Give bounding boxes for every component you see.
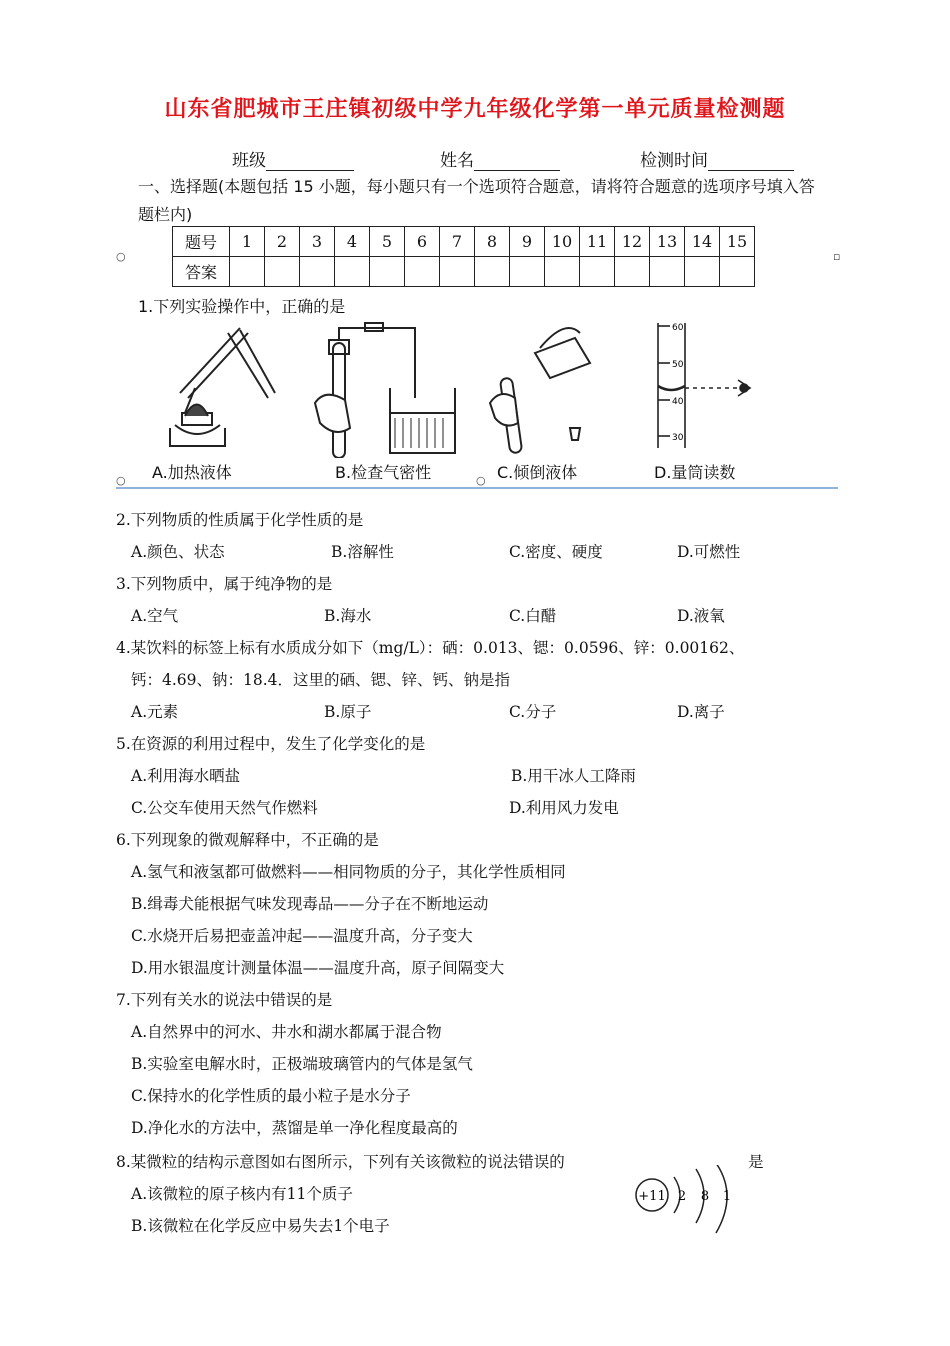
table-cell: 8 [475,227,510,257]
q8-option-a[interactable]: A.该微粒的原子核内有11个质子 [131,1185,353,1203]
margin-dot: ○ [116,474,126,487]
margin-dot: ○ [476,474,486,487]
cylinder-tick-label: 30 [672,433,684,443]
table-cell: 7 [440,227,475,257]
table-cell: 9 [510,227,545,257]
caption-c: C.倾倒液体 [497,463,578,482]
atom-structure-diagram [630,1165,750,1245]
airtightness-figure [295,318,475,458]
answer-cell[interactable] [370,257,405,287]
pouring-liquid-figure [480,318,600,458]
table-cell: 2 [265,227,300,257]
answer-cell[interactable] [685,257,720,287]
q4-option-d[interactable]: D.离子 [677,703,725,721]
table-cell: 1 [230,227,265,257]
q6-option-a[interactable]: A.氢气和液氢都可做燃料——相同物质的分子，其化学性质相同 [131,863,566,881]
class-label: 班级 [232,151,266,171]
caption-d: D.量筒读数 [654,463,736,482]
q2-stem: 2.下列物质的性质属于化学性质的是 [116,511,364,529]
q5-option-d[interactable]: D.利用风力发电 [509,799,619,817]
answer-table [172,226,755,287]
nucleus-charge: +11 [638,1189,666,1204]
heating-liquid-figure [140,318,280,458]
q2-option-c[interactable]: C.密度、硬度 [509,543,603,561]
cylinder-tick-label: 40 [672,397,684,407]
q5-option-a[interactable]: A.利用海水晒盐 [131,767,241,785]
answer-cell[interactable] [405,257,440,287]
q5-stem: 5.在资源的利用过程中，发生了化学变化的是 [116,735,426,753]
q2-option-a[interactable]: A.颜色、状态 [131,543,225,561]
q6-stem: 6.下列现象的微观解释中，不正确的是 [116,831,379,849]
shell-electrons: 2 [677,1189,687,1204]
q8-stem: 8.某微粒的结构示意图如右图所示，下列有关该微粒的说法错误的 [116,1153,565,1171]
name-blank[interactable] [474,152,560,171]
shell-electrons: 1 [722,1189,732,1204]
q5-option-b[interactable]: B.用干冰人工降雨 [511,767,636,785]
answer-cell[interactable] [615,257,650,287]
cylinder-tick-label: 60 [672,323,684,333]
q1-stem: 1.下列实验操作中，正确的是 [138,297,346,316]
table-cell: 11 [580,227,615,257]
name-field [440,146,560,171]
table-row [173,257,755,287]
row-label-answer: 答案 [173,257,230,287]
q3-option-c[interactable]: C.白醋 [509,607,557,625]
row-label-number: 题号 [173,227,230,257]
q8-stem-end: 是 [748,1153,764,1171]
q3-option-d[interactable]: D.液氧 [677,607,725,625]
table-cell: 6 [405,227,440,257]
answer-cell[interactable] [545,257,580,287]
q4-stem-line1: 4.某饮料的标签上标有水质成分如下（mg/L）：硒：0.013、锶：0.0596、锌：0.00162、 [116,639,745,657]
answer-cell[interactable] [335,257,370,287]
class-field [232,146,354,171]
divider [116,487,838,489]
q6-option-d[interactable]: D.用水银温度计测量体温——温度升高，原子间隔变大 [131,959,505,977]
class-blank[interactable] [266,152,354,171]
table-cell: 5 [370,227,405,257]
answer-cell[interactable] [720,257,755,287]
answer-cell[interactable] [510,257,545,287]
table-cell: 15 [720,227,755,257]
answer-cell[interactable] [580,257,615,287]
answer-cell[interactable] [265,257,300,287]
q3-stem: 3.下列物质中，属于纯净物的是 [116,575,333,593]
answer-cell[interactable] [300,257,335,287]
answer-cell[interactable] [440,257,475,287]
margin-dot: ○ [116,250,126,263]
caption-b: B.检查气密性 [335,463,432,482]
answer-cell[interactable] [230,257,265,287]
cylinder-reading-figure [640,318,780,458]
cylinder-tick-label: 50 [672,360,684,370]
q4-option-a[interactable]: A.元素 [131,703,179,721]
table-cell: 3 [300,227,335,257]
q7-option-b[interactable]: B.实验室电解水时，正极端玻璃管内的气体是氢气 [131,1055,473,1073]
table-cell: 12 [615,227,650,257]
q2-option-b[interactable]: B.溶解性 [331,543,394,561]
answer-cell[interactable] [650,257,685,287]
q7-option-c[interactable]: C.保持水的化学性质的最小粒子是水分子 [131,1087,411,1105]
name-label: 姓名 [440,151,474,171]
shell-electrons: 8 [700,1189,710,1204]
q3-option-b[interactable]: B.海水 [324,607,372,625]
q4-option-c[interactable]: C.分子 [509,703,557,721]
page-title: 山东省肥城市王庄镇初级中学九年级化学第一单元质量检测题 [164,97,786,122]
section-1-instructions: 一、选择题(本题包括 15 小题，每小题只有一个选项符合题意，请将符合题意的选项序号填入答题栏内) [138,177,815,224]
table-cell: 4 [335,227,370,257]
q4-stem-line2: 钙：4.69、钠：18.4．这里的硒、锶、锌、钙、钠是指 [131,671,511,689]
time-field [640,146,794,171]
time-label: 检测时间 [640,151,708,171]
q7-option-d[interactable]: D.净化水的方法中，蒸馏是单一净化程度最高的 [131,1119,458,1137]
q2-option-d[interactable]: D.可燃性 [677,543,741,561]
table-row [173,227,755,257]
table-cell: 14 [685,227,720,257]
q6-option-c[interactable]: C.水烧开后易把壶盖冲起——温度升高，分子变大 [131,927,473,945]
answer-cell[interactable] [475,257,510,287]
table-cell: 10 [545,227,580,257]
q7-option-a[interactable]: A.自然界中的河水、井水和湖水都属于混合物 [131,1023,442,1041]
caption-a: A.加热液体 [152,463,232,482]
q4-option-b[interactable]: B.原子 [324,703,372,721]
time-blank[interactable] [708,152,794,171]
q7-stem: 7.下列有关水的说法中错误的是 [116,991,333,1009]
q6-option-b[interactable]: B.缉毒犬能根据气味发现毒品——分子在不断地运动 [131,895,489,913]
q8-option-b[interactable]: B.该微粒在化学反应中易失去1个电子 [131,1217,390,1235]
q3-option-a[interactable]: A.空气 [131,607,179,625]
margin-dot: ▫ [833,250,841,263]
q5-option-c[interactable]: C.公交车使用天然气作燃料 [131,799,318,817]
table-cell: 13 [650,227,685,257]
